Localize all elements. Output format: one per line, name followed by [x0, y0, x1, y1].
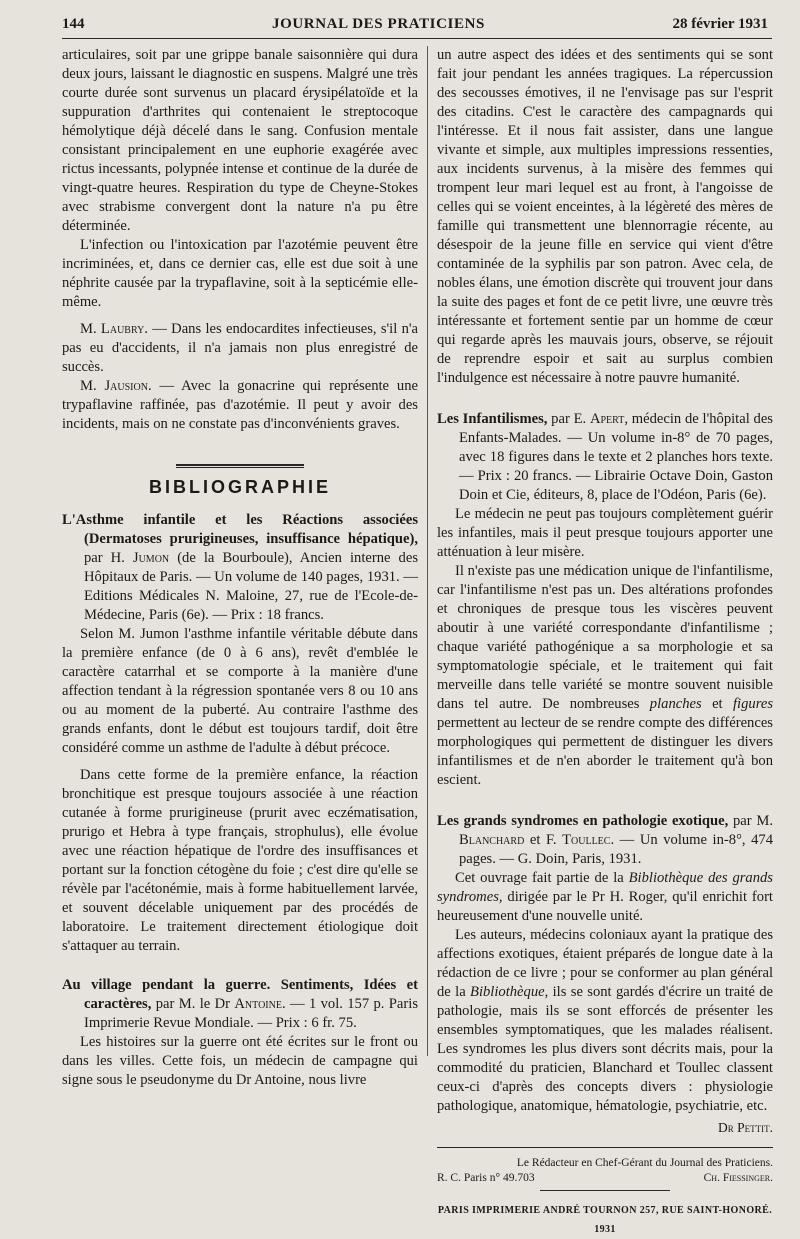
- footer-rule: [437, 1147, 773, 1148]
- review-paragraph: Les auteurs, médecins coloniaux ayant la pratique des affections exotiques, étaient préparés de longue date à la rédaction de ce livre ; pour se conformer au plan général de la Bibliothèque, ils se sont gardés d'écrire un traité de pathologie, mais ils se sont efforcés de présenter les ensembles symptomatiques, que les malades réalisent. Les syndromes les plus divers sont décrits mais, pour la commodité du praticien, Blanchard et Toullec classent ceux-ci d'après des concepts divers : physiologie pathologique, anatomique, hématologie, psychiatrie, etc.: [437, 927, 773, 1114]
- book-author: Blanchard: [459, 832, 525, 848]
- journal-title: JOURNAL DES PRATICIENS: [272, 15, 485, 32]
- book-title: Les Infantilismes,: [437, 411, 548, 427]
- column-rule: [427, 46, 428, 1056]
- review-paragraph: Le médecin ne peut pas toujours complètement guérir les infantiles, mais il peut presque toujours apporter une atténuation à leur misère.: [437, 506, 773, 560]
- footer-rule: [540, 1190, 670, 1191]
- discussion-paragraph: [62, 377, 418, 434]
- running-header: [62, 12, 768, 36]
- paragraph: L'infection ou l'intoxication par l'azotémie peuvent être incriminées, et, dans ce dernier cas, elle est due soit à une néphrite causée par la trypaflavine, soit à la septicémie elle-même.: [62, 237, 418, 310]
- review-paragraph: Il n'existe pas une médication unique de l'infantilisme, car l'infantilisme n'est pas un. Des altérations profondes et chroniques de presque tous les viscères peuvent aboutir à une variété correspondante d'infantilisme ; chaque variété pathogénique a sa morphologie et sa symptomatologie spéciale, et le traitement qui fait merveille dans telle variété se montre souvent nuisible dans tel autre. De nombreuses planches et figures permettent au lecteur de se rendre compte des différences morphologiques qui permettent de distinguer les divers infantilismes et de n'en aborder le traitement qu'à bon escient.: [437, 563, 773, 788]
- book-author: Apert: [589, 411, 625, 427]
- section-separator: [176, 464, 304, 468]
- registration-number: R. C. Paris n° 49.703: [437, 1172, 535, 1184]
- book-author: Toullec.: [562, 832, 615, 848]
- book-entry-heading: L'Asthme infantile et les Réactions associées (Dermatoses prurigineuses, insuffisance hépatique), par H. Jumon (de la Bourboule), Ancien interne des Hôpitaux de Paris. — Un volume de 140 pages, 1931. — Editions Médicales N. Maloine, 27, rue de l'Ecole-de-Médecine, Paris (6e). — Prix : 18 francs.: [62, 512, 418, 623]
- editor-registration-row: [437, 1171, 773, 1186]
- speaker-name: M. Laubry.: [80, 321, 148, 337]
- book-details: , médecin de l'hôpital des Enfants-Malades. — Un volume in-8° de 70 pages, avec 18 figures dans le texte et 2 planches hors texte. — Prix : 20 francs. — Librairie Octave Doin, Gaston Doin et Cie, éditeurs, 8, place de l'Odéon, Paris (6e).: [459, 411, 773, 503]
- speaker-text: — Dans les endocardites infectieuses, s'il n'a pas eu d'accidents, il n'a jamais non plus enregistré de succès.: [62, 321, 418, 375]
- review-paragraph: un autre aspect des idées et des sentiments qui se sont fait jour pendant les années tragiques. La répercussion des secousses émotives, il ne l'envisage pas sur l'esprit des citadins. C'est le caractère des campagnards qui l'intéresse. Et il nous fait assister, dans une langue vivante et simple, aux multiples impressions ressenties, aux incidents survenus, à la misère des femmes qui trompent leur mari lequel est au front, à l'angoisse de celles qui se voient enceintes, à la légèreté des mères de famille qui transmettent une blennorragie récente, au désespoir de la jeune fille en service qui vient d'être contaminée de la syphilis par son patron. Avec cela, de nobles élans, une émotion discrète qui trouvent jour dans la suite des pages et font de ce petit livre, une œuvre très intéressante et fortement sentie par un homme de cœur qui regarde après les mauvais jours, observe, se réjouit de reprendre espoir et sait au surplus combien l'indulgence est nécessaire à notre pauvre humanité.: [437, 47, 773, 386]
- book-title: Les grands syndromes en pathologie exotique,: [437, 813, 729, 829]
- paragraph: articulaires, soit par une grippe banale saisonnière qui dura deux jours, laissant le diagnostic en suspens. Malgré une très courte durée sont survenus un placard érysipélatoïde et la suppuration d'arthrites qui contenaient le streptocoque hémolytique déjà décelé dans le sang. Confusion mentale consistant principalement en une euphorie exagérée avec rictus incessants, polypnée intense et continue de la durée de vingt-quatre heures. Respiration du type de Cheyne-Stokes avec strabisme convergent dont la nature n'a pu être déterminée.: [62, 47, 418, 234]
- book-details: — 1 vol. 157 p. Paris Imprimerie Revue Mondiale. — Prix : 6 fr. 75.: [84, 996, 418, 1031]
- page-number: 144: [62, 15, 85, 32]
- review-paragraph: Dans cette forme de la première enfance, la réaction bronchitique est presque toujours associée à une réaction cutanée à forme prurigineuse (prurit avec eczématisation, prurigo et Hebra à type français, strophulus), elle évolue avec une réaction hépatique de l'ordre des insuffisances et portant sur la fonction cétogène du foie ; c'est dire qu'elle se révèle par l'acétonémie, mais à forme habituellement larvée, et souvent décelable uniquement par des procédés de laboratoire. Le traitement directement étiologique doit s'attaquer au terrain.: [62, 767, 418, 954]
- discussion-paragraph: [62, 320, 418, 377]
- book-entry-heading: Les Infantilismes, par E. Apert, médecin de l'hôpital des Enfants-Malades. — Un volume in-8° de 70 pages, avec 18 figures dans le texte et 2 planches hors texte. — Prix : 20 francs. — Librairie Octave Doin, Gaston Doin et Cie, éditeurs, 8, place de l'Odéon, Paris (6e).: [437, 411, 773, 503]
- review-paragraph: Selon M. Jumon l'asthme infantile véritable débute dans la première enfance (de 0 à 6 ans), revêt d'emblée le caractère catarrhal et se comporte à la manière d'une affection tendant à la régression spontanée vers 8 ou 10 ans ou au moment de la puberté. Au contraire l'asthme des grands enfants, dont le début est toujours tardif, doit être considéré comme un asthme de l'adulte à début précoce.: [62, 626, 418, 756]
- book-entry-heading: Au village pendant la guerre. Sentiments, Idées et caractères, par M. le Dr Antoine. — 1 vol. 157 p. Paris Imprimerie Revue Mondiale. — Prix : 6 fr. 75.: [62, 977, 418, 1031]
- reviewer-signature: Dr Pettit.: [718, 1120, 773, 1135]
- review-paragraph: Cet ouvrage fait partie de la Bibliothèque des grands syndromes, dirigée par le Pr H. Roger, qu'il enrichit fort heureusement d'une nouvelle unité.: [437, 870, 773, 924]
- section-heading: BIBLIOGRAPHIE: [148, 477, 331, 497]
- editor-line: Le Rédacteur en Chef-Gérant du Journal des Praticiens.: [516, 1157, 773, 1169]
- speaker-text: — Avec la gonacrine qui représente une trypaflavine raffinée, pas d'azotémie. Il peut y avoir des incidents, mais on ne constate pas d'inconvénients graves.: [62, 378, 418, 432]
- book-details: — Un volume in-8°, 474 pages. — G. Doin, Paris, 1931.: [459, 832, 773, 867]
- left-column: [62, 46, 418, 1090]
- book-title: Au village pendant la guerre. Sentiments, Idées et caractères,: [62, 977, 418, 1012]
- printer-line: PARIS IMPRIMERIE ANDRÉ TOURNON 257, RUE SAINT-HONORÉ. 1931: [437, 1205, 773, 1235]
- book-details: (de la Bourboule), Ancien interne des Hôpitaux de Paris. — Un volume de 140 pages, 1931. — Editions Médicales N. Maloine, 27, rue de l'Ecole-de-Médecine, Paris (6e). — Prix : 18 francs.: [84, 550, 418, 623]
- book-author: Jumon: [132, 550, 170, 566]
- speaker-name: M. Jausion.: [80, 378, 152, 394]
- editor-name: Ch. Fiessinger.: [703, 1172, 773, 1184]
- review-paragraph: Les histoires sur la guerre ont été écrites sur le front ou dans les villes. Cette fois, un médecin de campagne qui signe sous le pseudonyme du Dr Antoine, nous livre: [62, 1034, 418, 1088]
- issue-date: 28 février 1931: [672, 15, 768, 32]
- header-rule: [62, 38, 772, 39]
- right-column: [437, 46, 773, 1239]
- book-title: L'Asthme infantile et les Réactions associées (Dermatoses prurigineuses, insuffisance hépatique),: [62, 512, 418, 547]
- book-entry-heading: Les grands syndromes en pathologie exotique, par M. Blanchard et F. Toullec. — Un volume in-8°, 474 pages. — G. Doin, Paris, 1931.: [437, 813, 773, 867]
- book-author: Antoine.: [234, 996, 286, 1012]
